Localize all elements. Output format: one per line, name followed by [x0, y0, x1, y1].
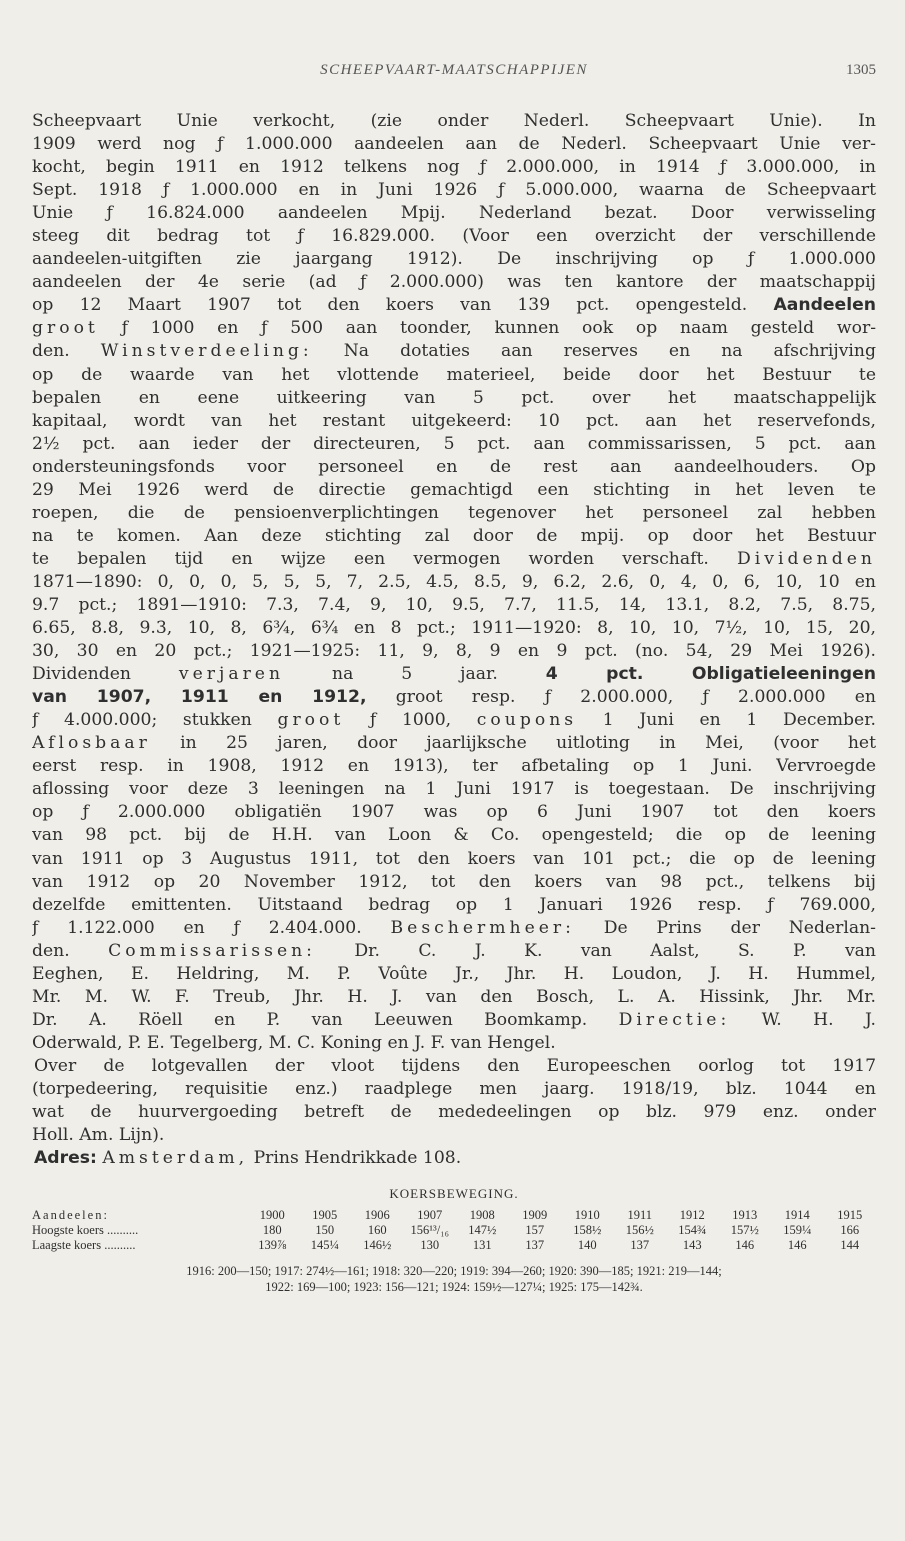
text-line [32, 179, 876, 202]
table-cell: 1914 [784, 1208, 810, 1223]
text-run: W. H. J. [730, 1009, 876, 1030]
page-header [32, 62, 876, 96]
table-cell: 130 [420, 1238, 440, 1253]
table-cell: 156¹³/₁₆ [410, 1223, 449, 1238]
text-line [32, 364, 876, 387]
spaced-keyword-run: groot [32, 318, 99, 339]
table-cell: 1915 [837, 1208, 863, 1223]
text-run: dezelfde emittenten. Uitstaand bedrag op 1 Januari 1926 resp. ƒ 769.000, [32, 894, 876, 915]
row-label: Aandeelen: [32, 1208, 109, 1223]
text-run: 1871—1890: 0, 0, 0, 5, 5, 5, 7, 2.5, 4.5, 8.5, 9, 6.2, 2.6, 0, 4, 0, 6, 10, 10 en [32, 571, 876, 592]
table-row-hoogste [32, 1223, 876, 1238]
text-line [32, 848, 876, 871]
text-run: (torpedeering, requisitie enz.) raadplege men jaarg. 1918/19, blz. 1044 en [32, 1078, 876, 1099]
text-line [32, 1124, 876, 1147]
spaced-keyword-run: Aflosbaar [32, 733, 151, 754]
text-run: ƒ 1000 en ƒ 500 aan toonder, kunnen ook op naam gesteld wor- [98, 318, 876, 339]
text-run: groot resp. ƒ 2.000.000, ƒ 2.000.000 en [366, 687, 876, 708]
text-run: Holl. Am. Lijn). [32, 1125, 165, 1146]
text-line [32, 824, 876, 847]
text-run: den. [32, 940, 109, 961]
koers-history-line: 1922: 169—100; 1923: 156—121; 1924: 159½—127¼; 1925: 175—142¾. [265, 1280, 643, 1295]
text-line [32, 617, 876, 640]
text-run: eerst resp. in 1908, 1912 en 1913), ter afbetaling op 1 Juni. Vervroegde [32, 756, 876, 777]
spaced-keyword-run: verjaren [178, 664, 285, 685]
koersbeweging-table [32, 1208, 876, 1253]
text-run: wat de huurvergoeding betreft de mededeelingen op blz. 979 enz. onder [32, 1102, 876, 1123]
spaced-keyword-run: Directie: [618, 1009, 731, 1030]
text-line [32, 548, 876, 571]
table-cell: 1908 [469, 1208, 495, 1223]
text-run: aandeelen-uitgiften zie jaargang 1912). De inschrijving op ƒ 1.000.000 [32, 249, 876, 270]
text-run: op ƒ 2.000.000 obligatiën 1907 was op 6 Juni 1907 tot den koers [32, 802, 876, 823]
text-run: Eeghen, E. Heldring, M. P. Voûte Jr., Jhr. H. Loudon, J. H. Hummel, [32, 963, 876, 984]
table-cell: 150 [315, 1223, 335, 1238]
table-cell: 180 [262, 1223, 282, 1238]
text-line [32, 686, 876, 709]
table-cell: 157½ [730, 1223, 759, 1238]
table-cell: 1910 [574, 1208, 600, 1223]
text-line [32, 1147, 876, 1170]
table-cell: 137 [525, 1238, 545, 1253]
spaced-keyword-run: Amsterdam, [102, 1148, 249, 1169]
row-label: Laagste koers .......... [32, 1238, 136, 1253]
text-line [32, 525, 876, 548]
text-line [32, 1101, 876, 1124]
text-run: Scheepvaart Unie verkocht, (zie onder Nederl. Scheepvaart Unie). In [32, 111, 876, 131]
bold-heading-run: 4 pct. Obligatieleeningen [545, 664, 876, 685]
koersbeweging-title: KOERSBEWEGING. [389, 1186, 519, 1202]
text-line [32, 202, 876, 225]
spaced-keyword-run: Winstverdeeling: [100, 341, 313, 362]
text-run: roepen, die de pensioenverplichtingen tegenover het personeel zal hebben [32, 502, 876, 523]
text-line [32, 479, 876, 502]
text-run: van 98 pct. bij de H.H. van Loon & Co. opengesteld; die op de leening [32, 825, 876, 846]
table-cell: 159¼ [783, 1223, 812, 1238]
text-run: aandeelen der 4e serie (ad ƒ 2.000.000) was ten kantore der maatschappij [32, 272, 876, 293]
text-run: ƒ 1.122.000 en ƒ 2.404.000. [32, 917, 391, 938]
text-line [32, 663, 876, 686]
page-number: 1305 [846, 62, 876, 78]
table-cell: 145¼ [310, 1238, 339, 1253]
text-line [32, 1009, 876, 1032]
spaced-keyword-run: groot [277, 710, 345, 731]
text-line [32, 317, 876, 340]
text-run: ondersteuningsfonds voor personeel en de rest aan aandeelhouders. Op [32, 456, 876, 477]
text-line [32, 871, 876, 894]
text-line [32, 986, 876, 1009]
table-cell: 1911 [627, 1208, 653, 1223]
table-cell: 166 [840, 1223, 860, 1238]
text-run: Unie ƒ 16.824.000 aandeelen Mpij. Nederland bezat. Door verwisseling [32, 203, 876, 224]
table-cell: 156½ [625, 1223, 654, 1238]
text-run: 2½ pct. aan ieder der directeuren, 5 pct. aan commissarissen, 5 pct. aan [32, 433, 876, 454]
table-cell: 147½ [468, 1223, 497, 1238]
text-line [32, 248, 876, 271]
text-run: Prins Hendrikkade 108. [248, 1148, 462, 1169]
text-line [32, 502, 876, 525]
text-run: kocht, begin 1911 en 1912 telkens nog ƒ 2.000.000, in 1914 ƒ 3.000.000, in [32, 157, 876, 178]
text-line [32, 410, 876, 433]
table-cell: 140 [577, 1238, 597, 1253]
text-line [32, 778, 876, 801]
text-line [32, 571, 876, 594]
text-line [32, 294, 876, 317]
text-line [32, 1032, 876, 1055]
text-run: 6.65, 8.8, 9.3, 10, 8, 6¾, 6¾ en 8 pct.; 1911—1920: 8, 10, 10, 7½, 10, 15, 20, [32, 618, 876, 639]
bold-heading-run: Adres: [34, 1148, 97, 1169]
table-cell: 144 [840, 1238, 860, 1253]
text-run: ƒ 4.000.000; stukken [32, 710, 278, 731]
text-run: Sept. 1918 ƒ 1.000.000 en in Juni 1926 ƒ 5.000.000, waarna de Scheepvaart [32, 180, 876, 201]
table-cell: 131 [472, 1238, 492, 1253]
text-run: aflossing voor deze 3 leeningen na 1 Juni 1917 is toegestaan. De inschrijving [32, 779, 876, 800]
text-line [32, 755, 876, 778]
bold-heading-run: van 1907, 1911 en 1912, [32, 687, 367, 708]
text-run: steeg dit bedrag tot ƒ 16.829.000. (Voor een overzicht der verschillende [32, 226, 876, 247]
table-cell: 139⅞ [258, 1238, 287, 1253]
text-run: Dr. C. J. K. van Aalst, S. P. van [315, 940, 876, 961]
text-line [32, 963, 876, 986]
table-cell: 1907 [417, 1208, 443, 1223]
text-run: in 25 jaren, door jaarlijksche uitloting in Mei, (voor het [150, 733, 876, 754]
table-cell: 157 [525, 1223, 545, 1238]
spaced-keyword-run: Beschermheer: [390, 917, 575, 938]
text-line [32, 271, 876, 294]
text-run: op 12 Maart 1907 tot den koers van 139 pct. opengesteld. [32, 295, 774, 316]
text-run: van 1912 op 20 November 1912, tot den koers van 98 pct., telkens bij [32, 871, 876, 892]
text-line [32, 110, 876, 133]
table-cell: 146 [787, 1238, 807, 1253]
body-text [32, 110, 876, 1170]
text-run: te bepalen tijd en wijze een vermogen worden verschaft. [32, 548, 738, 569]
table-cell: 1913 [732, 1208, 758, 1223]
table-cell: 146½ [363, 1238, 392, 1253]
text-line [32, 225, 876, 248]
table-cell: 1905 [312, 1208, 338, 1223]
table-cell: 1900 [259, 1208, 285, 1223]
text-line [32, 801, 876, 824]
spaced-keyword-run: Dividenden [737, 548, 876, 569]
table-cell: 160 [367, 1223, 387, 1238]
table-cell: 1906 [364, 1208, 390, 1223]
text-run: kapitaal, wordt van het restant uitgekeerd: 10 pct. aan het reservefonds, [32, 410, 876, 431]
text-line [32, 1055, 876, 1078]
row-label: Hoogste koers .......... [32, 1223, 139, 1238]
text-run: 1 Juni en 1 December. [577, 710, 876, 731]
text-run: Over de lotgevallen der vloot tijdens den Europeeschen oorlog tot 1917 [34, 1055, 876, 1076]
koers-history-line: 1916: 200—150; 1917: 274½—161; 1918: 320—220; 1919: 394—260; 1920: 390—185; 1921: 219—144; [186, 1264, 722, 1279]
text-line [32, 732, 876, 755]
text-run: Dividenden [32, 664, 179, 685]
text-run: den. [32, 341, 101, 362]
text-run: op de waarde van het vlottende materieel, beide door het Bestuur te [32, 364, 876, 385]
text-line [32, 156, 876, 179]
text-line [32, 594, 876, 617]
table-cell: 137 [630, 1238, 650, 1253]
text-run: Na dotaties aan reserves en na afschrijving [312, 341, 876, 362]
text-line [32, 133, 876, 156]
text-line [32, 894, 876, 917]
text-line [32, 940, 876, 963]
table-cell: 143 [682, 1238, 702, 1253]
text-run: Oderwald, P. E. Tegelberg, M. C. Koning en J. F. van Hengel. [32, 1032, 556, 1053]
table-cell: 154¾ [678, 1223, 707, 1238]
document-page [32, 62, 876, 1295]
koersbeweging-extra [32, 1263, 876, 1295]
text-run: 1909 werd nog ƒ 1.000.000 aandeelen aan de Nederl. Scheepvaart Unie ver- [32, 134, 876, 155]
text-line [32, 340, 876, 363]
text-run: 9.7 pct.; 1891—1910: 7.3, 7.4, 9, 10, 9.5, 7.7, 11.5, 14, 13.1, 8.2, 7.5, 8.75, [32, 594, 876, 615]
table-row-years [32, 1208, 876, 1223]
text-run: na 5 jaar. [284, 664, 546, 685]
table-cell: 158½ [573, 1223, 602, 1238]
text-run: Mr. M. W. F. Treub, Jhr. H. J. van den Bosch, L. A. Hissink, Jhr. Mr. [32, 986, 876, 1007]
table-cell: 1909 [522, 1208, 548, 1223]
table-row-laagste [32, 1238, 876, 1253]
text-run: ƒ 1000, [344, 710, 477, 731]
koersbeweging-section [32, 1186, 876, 1295]
text-line [32, 456, 876, 479]
table-cell: 146 [735, 1238, 755, 1253]
text-run: na te komen. Aan deze stichting zal door de mpij. op door het Bestuur [32, 525, 876, 546]
text-run: De Prins der Nederlan- [574, 917, 876, 938]
spaced-keyword-run: coupons [476, 710, 578, 731]
running-head: SCHEEPVAART-MAATSCHAPPIJEN [320, 62, 588, 78]
text-run: bepalen en eene uitkeering van 5 pct. over het maatschappelijk [32, 387, 876, 408]
text-run: 30, 30 en 20 pct.; 1921—1925: 11, 9, 8, 9 en 9 pct. (no. 54, 29 Mei 1926). [32, 641, 876, 662]
text-run: Dr. A. Röell en P. van Leeuwen Boomkamp. [32, 1009, 619, 1030]
table-cell: 1912 [679, 1208, 705, 1223]
text-line [32, 433, 876, 456]
text-line [32, 917, 876, 940]
spaced-keyword-run: Commissarissen: [108, 940, 316, 961]
text-line [32, 387, 876, 410]
text-line [32, 1078, 876, 1101]
text-line [32, 709, 876, 732]
text-line [32, 640, 876, 663]
text-run: van 1911 op 3 Augustus 1911, tot den koers van 101 pct.; die op de leening [32, 848, 876, 869]
bold-heading-run: Aandeelen [773, 295, 876, 316]
text-run: 29 Mei 1926 werd de directie gemachtigd een stichting in het leven te [32, 479, 876, 500]
